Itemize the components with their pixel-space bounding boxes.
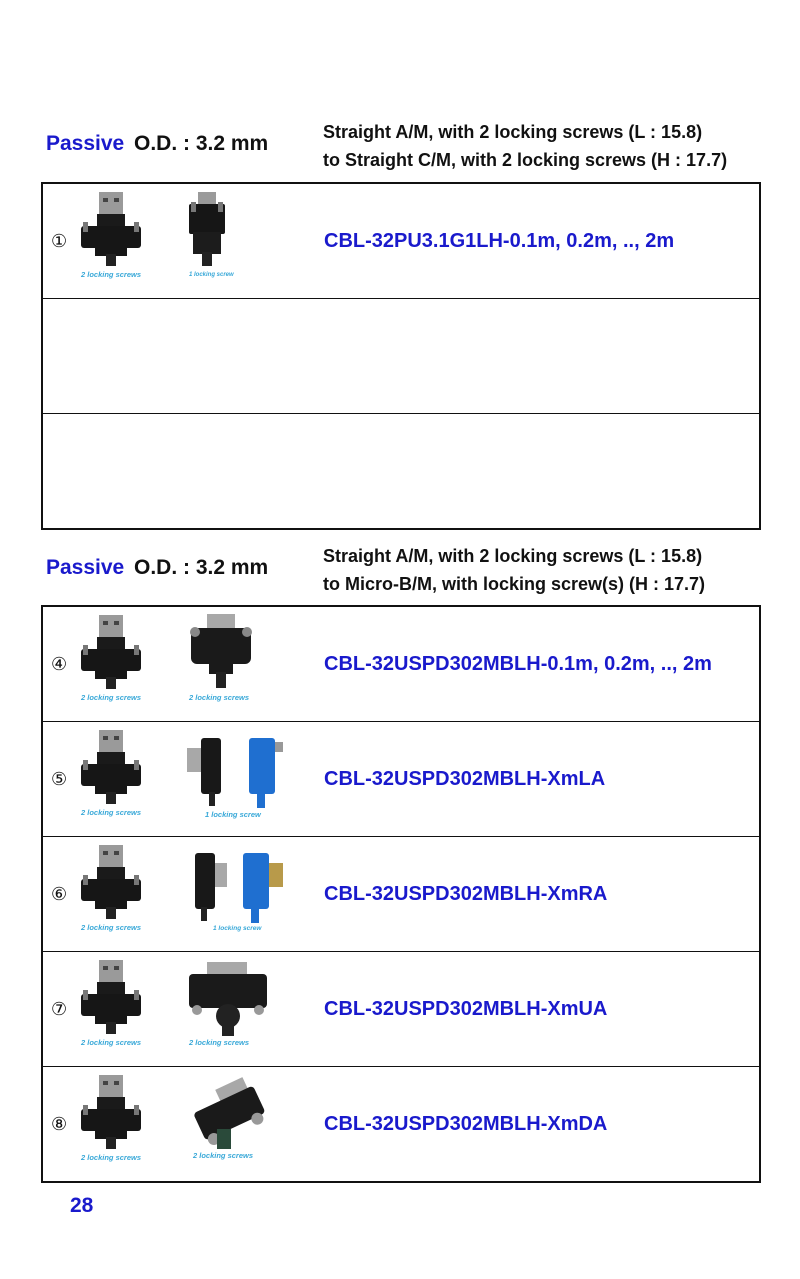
usb-a-connector-image — [79, 615, 143, 689]
usb-a-connector-image — [79, 845, 143, 919]
outer-diameter-label: O.D. : 3.2 mm — [134, 556, 269, 579]
connector-caption: 2 locking screws — [193, 1151, 254, 1160]
connector-caption: 1 locking screw — [213, 925, 262, 932]
passive-label: Passive — [46, 556, 125, 579]
row-number: ⑤ — [51, 769, 68, 789]
connector-caption: 2 locking screws — [189, 1038, 250, 1047]
row-number: ④ — [51, 654, 68, 674]
table-row — [43, 1067, 759, 1181]
connector-caption: 1 locking screw — [205, 810, 261, 819]
usb-a-connector-image — [79, 960, 143, 1034]
table-row-empty — [43, 414, 759, 528]
connector-caption: 1 locking screw — [189, 272, 234, 278]
part-number: CBL-32USPD302MBLH-XmUA — [324, 998, 608, 1020]
connector-caption: 2 locking screws — [189, 693, 250, 702]
table-row — [43, 184, 759, 299]
connector-caption: 2 locking screws — [81, 270, 142, 279]
usb-a-connector-image — [79, 730, 143, 804]
row-number: ① — [51, 231, 68, 251]
micro-b-left-angle-connector-image — [187, 734, 297, 808]
part-number: CBL-32USPD302MBLH-XmLA — [324, 768, 606, 790]
usb-a-connector-image — [79, 192, 143, 266]
part-number: CBL-32USPD302MBLH-XmDA — [324, 1113, 608, 1135]
table-row — [43, 837, 759, 952]
section-2-table — [41, 605, 761, 1183]
connector-caption: 2 locking screws — [81, 808, 142, 817]
cable-description — [323, 118, 727, 174]
description-line-2: to Straight C/M, with 2 locking screws (H : 17.7) — [323, 150, 728, 170]
part-number: CBL-32PU3.1G1LH-0.1m, 0.2m, .., 2m — [324, 230, 675, 252]
micro-b-up-angle-connector-image — [183, 962, 273, 1036]
outer-diameter-label: O.D. : 3.2 mm — [134, 132, 269, 155]
table-row — [43, 607, 759, 722]
passive-label: Passive — [46, 132, 125, 155]
row-number: ⑧ — [51, 1114, 68, 1134]
part-number: CBL-32USPD302MBLH-XmRA — [324, 883, 608, 905]
cable-description — [323, 542, 705, 598]
usb-c-connector-image — [183, 192, 231, 266]
table-row — [43, 722, 759, 837]
row-number: ⑥ — [51, 884, 68, 904]
connector-caption: 2 locking screws — [81, 693, 142, 702]
table-row-empty — [43, 299, 759, 414]
micro-b-down-angle-connector-image — [187, 1077, 277, 1151]
description-line-1: Straight A/M, with 2 locking screws (L : 15.8) — [323, 546, 703, 566]
description-line-2: to Micro-B/M, with locking screw(s) (H : 17.7) — [323, 574, 706, 594]
page-number: 28 — [70, 1194, 94, 1217]
description-line-1: Straight A/M, with 2 locking screws (L : 15.8) — [323, 122, 703, 142]
connector-caption: 2 locking screws — [81, 1038, 142, 1047]
part-number: CBL-32USPD302MBLH-0.1m, 0.2m, .., 2m — [324, 653, 712, 675]
micro-b-right-angle-connector-image — [183, 849, 293, 923]
usb-a-connector-image — [79, 1075, 143, 1149]
section-1-header — [40, 118, 758, 178]
connector-caption: 2 locking screws — [81, 923, 142, 932]
row-number: ⑦ — [51, 999, 68, 1019]
section-2-header — [40, 542, 758, 602]
connector-caption: 2 locking screws — [81, 1153, 142, 1162]
micro-b-connector-image — [181, 613, 261, 689]
table-row — [43, 952, 759, 1067]
section-1-table — [41, 182, 761, 530]
